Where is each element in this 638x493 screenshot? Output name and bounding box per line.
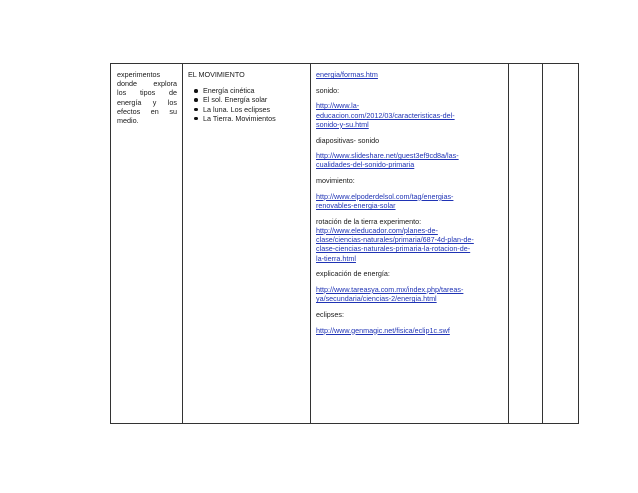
topic-item <box>188 105 308 114</box>
resource-block <box>316 86 506 95</box>
topic-list <box>188 86 308 123</box>
resource-link[interactable]: clase-ciencias-naturales-primaria-la-rotacion-de- <box>316 244 471 254</box>
resource-link[interactable]: educacion.com/2012/03/caracteristicas-del- <box>316 110 455 120</box>
resource-link[interactable]: http://www.genmagic.net/fisica/eclip1c.swf <box>316 325 450 335</box>
table-col-line-5 <box>542 63 543 424</box>
resource-block <box>316 217 506 263</box>
objective-line: energía y los <box>117 97 177 107</box>
topic-label: El sol. Energía solar <box>203 95 268 105</box>
bullet-icon <box>194 89 198 93</box>
table-col-line-2 <box>182 63 183 424</box>
resource-label: rotación de la tierra experimento: <box>316 216 422 226</box>
table-col-line-3 <box>310 63 311 424</box>
resource-link[interactable]: clase/ciencias-naturales/primaria/687-4d-plan-de- <box>316 235 474 245</box>
objective-line: medio. <box>117 116 139 126</box>
resource-block <box>316 192 506 210</box>
resource-link[interactable]: la-tierra.html <box>316 253 356 263</box>
bullet-icon <box>194 108 198 112</box>
resource-link[interactable]: http://www.slideshare.net/guest3ef9cd8a/las- <box>316 151 459 161</box>
resource-label: eclipses: <box>316 309 344 319</box>
table-col-line-6 <box>578 63 579 424</box>
resource-link[interactable]: http://www.elpoderdelsol.com/tag/energias- <box>316 191 454 201</box>
topic-label: La luna. Los eclipses <box>203 104 271 114</box>
resource-block <box>316 151 506 169</box>
topic-item <box>188 95 308 104</box>
resource-label: explicación de energía: <box>316 269 390 279</box>
objective-line: efectos en su <box>117 106 177 116</box>
topic-label: La Tierra. Movimientos <box>203 113 276 123</box>
resource-link[interactable]: http://www.tareasya.com.mx/index.php/tareas- <box>316 284 464 294</box>
objective-line: donde explora <box>117 79 177 89</box>
resource-link[interactable]: energia/formas.htm <box>316 70 378 79</box>
resource-link[interactable]: http://www.la- <box>316 101 360 111</box>
table-col-line-1 <box>110 63 111 424</box>
resource-block <box>316 101 506 129</box>
section-heading: EL MOVIMIENTO <box>188 70 245 79</box>
topic-label: Energía cinética <box>203 86 255 96</box>
resource-block <box>316 326 506 335</box>
objective-line: los tipos de <box>117 88 177 98</box>
topic-item <box>188 86 308 95</box>
bullet-icon <box>194 117 198 121</box>
topic-item <box>188 114 308 123</box>
table-col-line-4 <box>508 63 509 424</box>
resource-block <box>316 70 506 79</box>
resource-link[interactable]: renovables-energia-solar <box>316 201 396 211</box>
resource-label: sonido: <box>316 85 340 95</box>
resource-link[interactable]: cualidades-del-sonido-primaria <box>316 160 415 170</box>
content-cell <box>188 70 308 123</box>
bullet-icon <box>194 98 198 102</box>
resource-link[interactable]: ya/secundaria/ciencias-2/energia.html <box>316 294 437 304</box>
resource-link[interactable]: http://www.eleducador.com/planes-de- <box>316 225 438 235</box>
resource-block <box>316 310 506 319</box>
resource-label: movimiento: <box>316 176 355 186</box>
objective-cell <box>117 70 177 125</box>
resource-block <box>316 285 506 303</box>
resource-block <box>316 176 506 185</box>
resource-block <box>316 269 506 278</box>
resource-block <box>316 136 506 145</box>
resource-label: diapositivas- sonido <box>316 135 380 145</box>
objective-line: experimentos <box>117 70 161 79</box>
resources-cell <box>316 70 506 341</box>
resource-link[interactable]: sonido-y-su.html <box>316 119 369 129</box>
